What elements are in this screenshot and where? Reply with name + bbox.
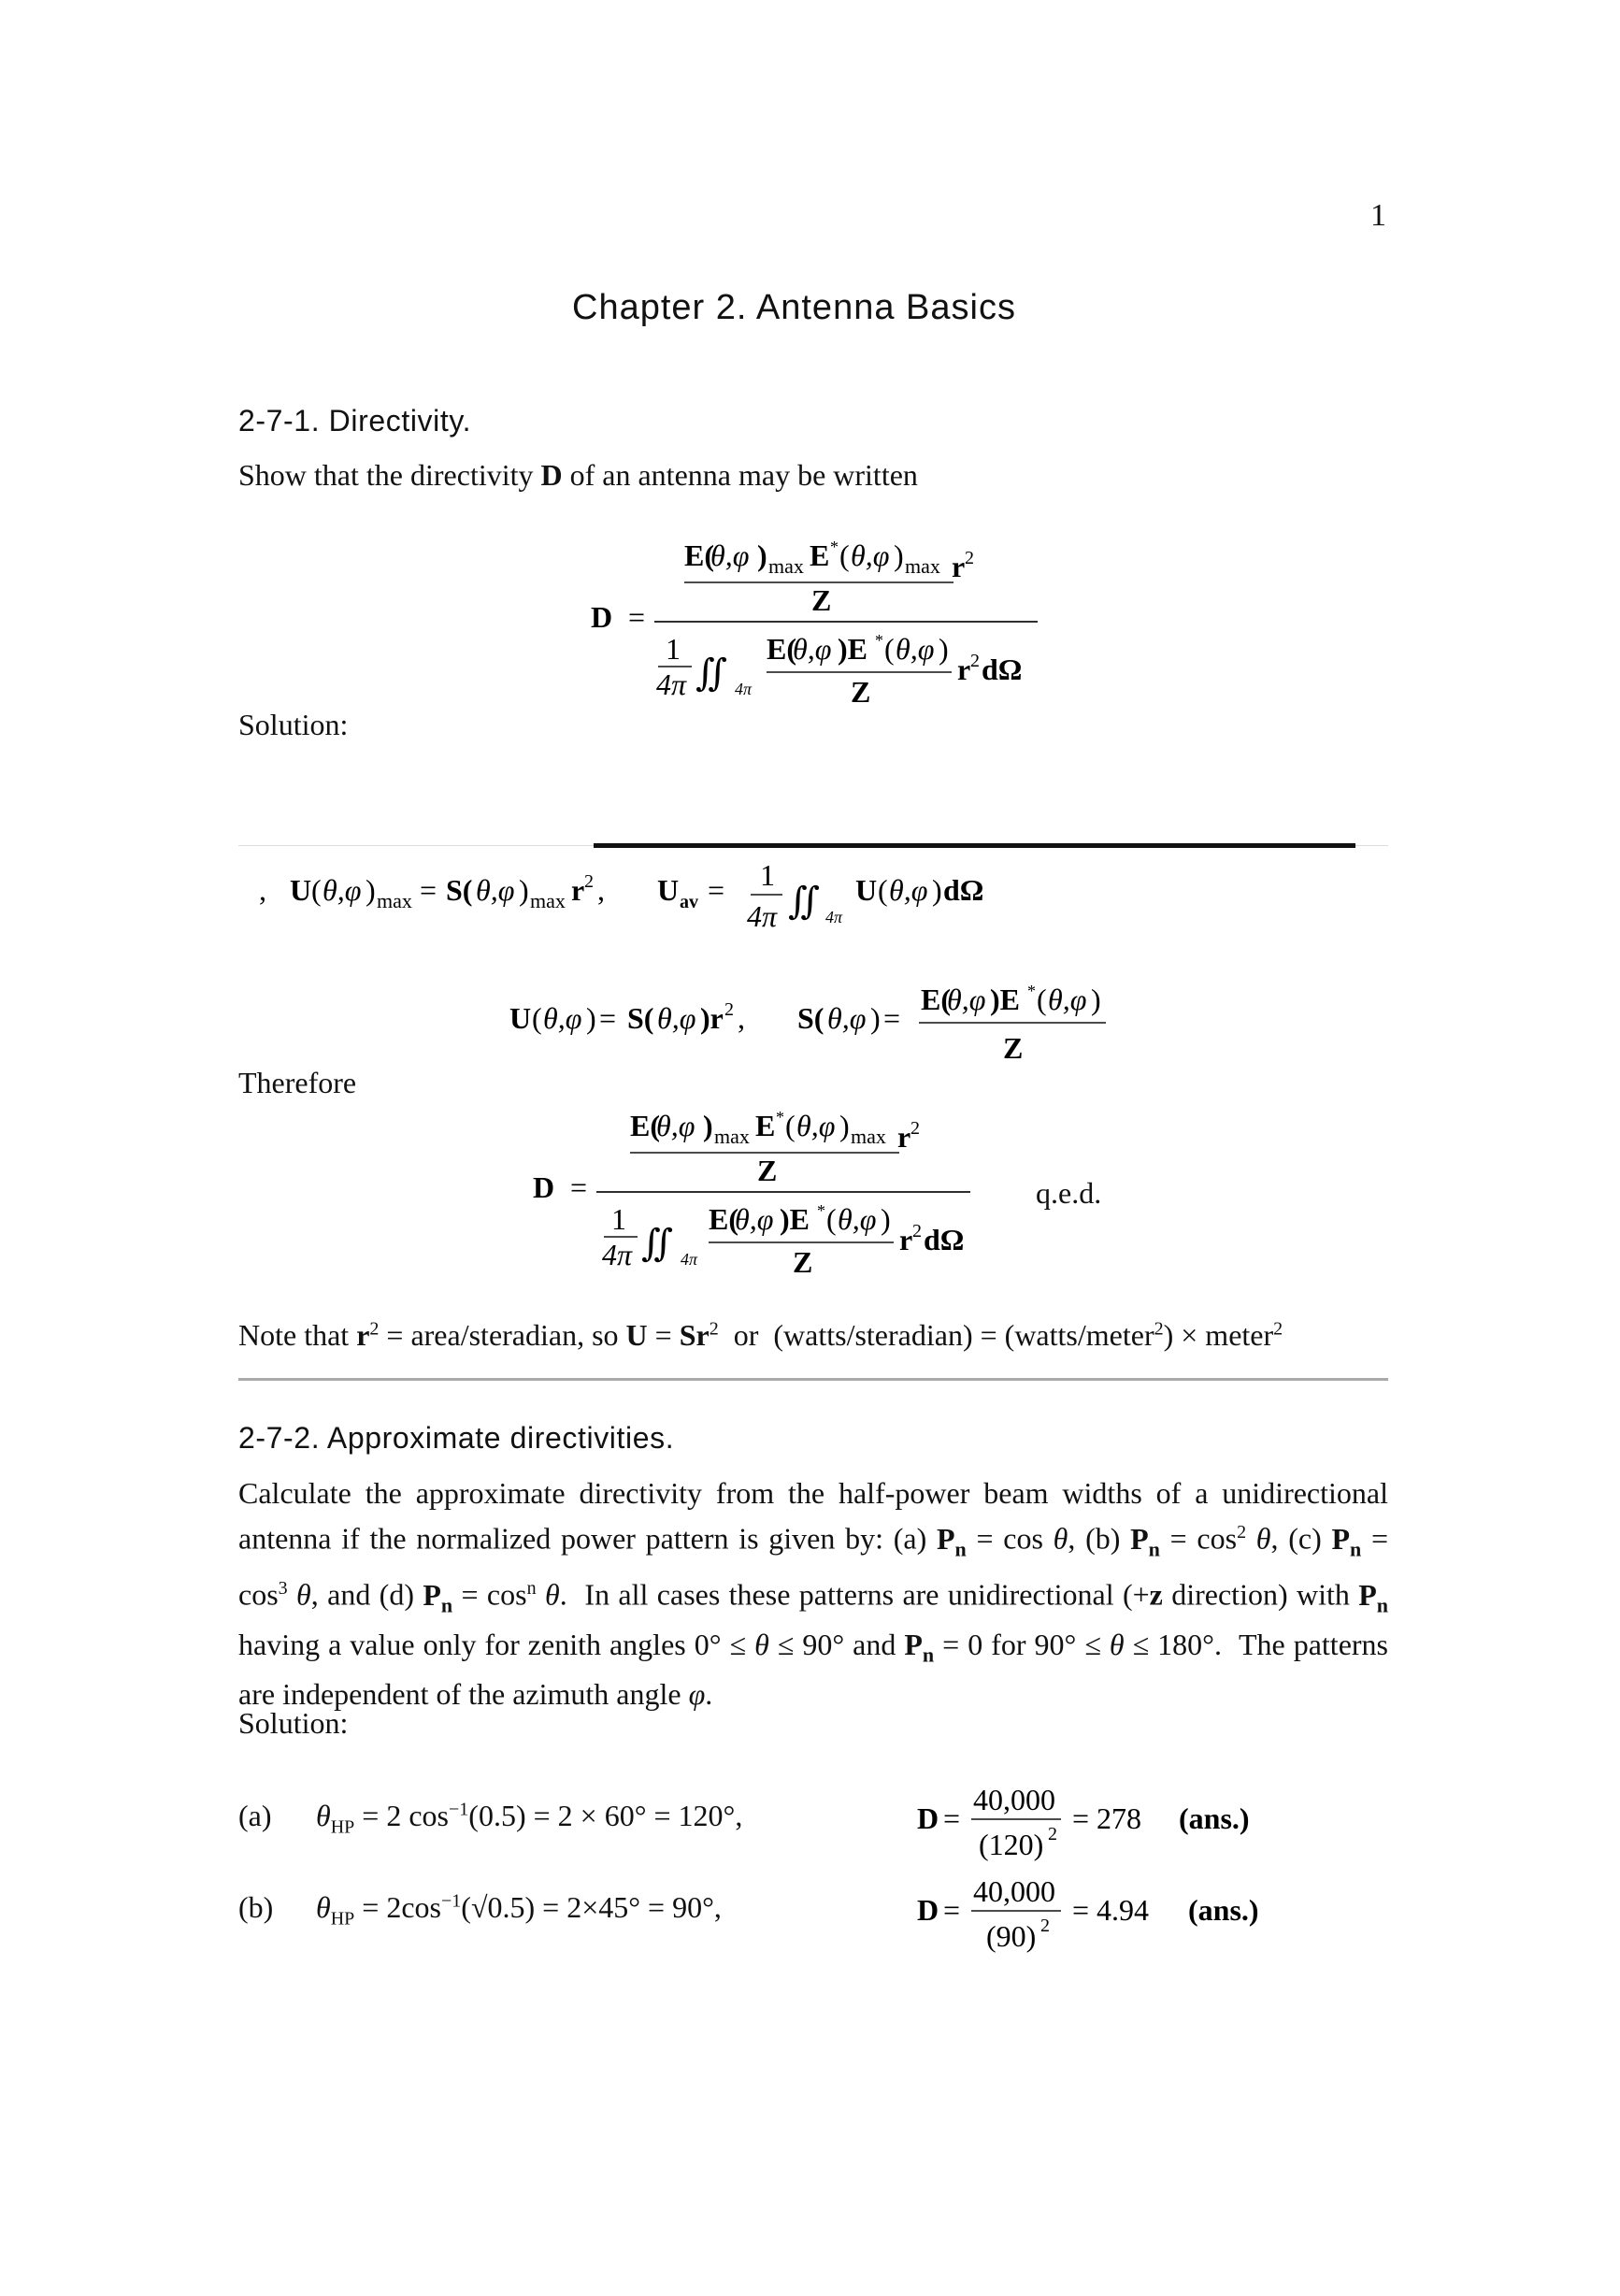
svg-text:): ) xyxy=(366,873,376,907)
svg-text:E(: E( xyxy=(630,1109,660,1142)
svg-text:=: = xyxy=(943,1801,961,1835)
svg-text:θ,φ: θ,φ xyxy=(657,1001,696,1035)
svg-text:4π: 4π xyxy=(747,899,778,933)
svg-text:*: * xyxy=(1027,982,1036,1000)
intensity-equations xyxy=(238,855,1080,949)
dark-rule xyxy=(594,843,1355,848)
svg-text:40,000: 40,000 xyxy=(973,1783,1055,1816)
svg-text:θ,φ: θ,φ xyxy=(796,1109,836,1142)
svg-text:4π: 4π xyxy=(825,908,843,926)
svg-text:Z: Z xyxy=(851,675,871,709)
svg-text:∬: ∬ xyxy=(788,880,821,922)
chapter-title: Chapter 2. Antenna Basics xyxy=(572,288,1016,327)
svg-text:E(: E( xyxy=(684,538,714,572)
svg-text:): ) xyxy=(894,538,904,572)
svg-text:S(: S( xyxy=(797,1001,824,1035)
svg-text:=: = xyxy=(943,1893,961,1927)
svg-text:)E: )E xyxy=(990,983,1020,1016)
svg-text:θ,φ: θ,φ xyxy=(896,632,935,666)
part-a-theta: $\theta_{HP} = 2$ $\cos^{-1}(0.5) = 2 \times 60^\circ = 120^\circ$, xyxy=(316,1799,743,1838)
svg-text:(: ( xyxy=(785,1109,796,1142)
svg-text:2: 2 xyxy=(912,1221,922,1241)
svg-text:θ,φ: θ,φ xyxy=(656,1109,695,1142)
svg-text:=: = xyxy=(420,873,437,907)
svg-text:θ,φ: θ,φ xyxy=(793,632,832,666)
svg-text:)E: )E xyxy=(780,1202,810,1236)
svg-text:(90): (90) xyxy=(986,1919,1037,1953)
svg-text:θ,φ: θ,φ xyxy=(1048,983,1087,1016)
svg-text:): ) xyxy=(881,1202,891,1236)
problem1-statement: Show that the directivity D of an antenna may be written xyxy=(238,458,918,492)
svg-text:=: = xyxy=(599,1001,617,1035)
svg-text:(: ( xyxy=(311,873,322,907)
svg-text:U: U xyxy=(855,873,878,907)
svg-text:θ,φ: θ,φ xyxy=(543,1001,582,1035)
svg-text:Z: Z xyxy=(811,583,832,617)
svg-text:(: ( xyxy=(532,1001,542,1035)
svg-text:1: 1 xyxy=(666,632,681,666)
svg-text:*: * xyxy=(776,1108,784,1126)
svg-text:): ) xyxy=(1091,983,1101,1016)
problem1-solution-label: Solution: xyxy=(238,708,349,741)
svg-text:=: = xyxy=(628,600,646,634)
svg-text:=: = xyxy=(883,1001,901,1035)
svg-text:U: U xyxy=(290,873,312,907)
svg-text:4π: 4π xyxy=(656,667,687,701)
svg-text:∬: ∬ xyxy=(641,1222,674,1264)
svg-text:∬: ∬ xyxy=(695,652,728,694)
svg-text:dΩ: dΩ xyxy=(943,873,984,907)
svg-text:(ans.): (ans.) xyxy=(1179,1801,1250,1835)
svg-text:θ,φ: θ,φ xyxy=(851,538,890,572)
svg-text:U: U xyxy=(657,873,680,907)
svg-text:(: ( xyxy=(884,632,895,666)
svg-text:D: D xyxy=(917,1893,939,1927)
svg-text:2: 2 xyxy=(965,548,974,568)
svg-text:S(: S( xyxy=(627,1001,654,1035)
svg-text:*: * xyxy=(875,631,883,650)
directivity-result-equation xyxy=(525,1098,1011,1285)
svg-text:)E: )E xyxy=(838,632,867,666)
section-separator xyxy=(238,1378,1388,1381)
part-b-label: (b) xyxy=(238,1890,274,1924)
therefore-label: Therefore xyxy=(238,1066,357,1099)
svg-text:): ) xyxy=(703,1109,713,1142)
svg-text:2: 2 xyxy=(910,1118,920,1139)
svg-text:(: ( xyxy=(1037,983,1047,1016)
svg-text:): ) xyxy=(839,1109,850,1142)
svg-text:r: r xyxy=(897,1120,911,1154)
svg-text:= 4.94: = 4.94 xyxy=(1072,1893,1150,1927)
svg-text:max: max xyxy=(768,554,804,578)
svg-text:θ,φ: θ,φ xyxy=(947,983,986,1016)
svg-text:Z: Z xyxy=(1003,1031,1024,1065)
problem1-heading: 2-7-1. Directivity. xyxy=(238,404,472,438)
svg-text:r: r xyxy=(899,1223,913,1256)
svg-text:max: max xyxy=(714,1125,750,1148)
part-b-directivity xyxy=(911,1866,1304,1959)
svg-text:): ) xyxy=(932,873,942,907)
svg-text:,: , xyxy=(259,873,266,907)
svg-text:(: ( xyxy=(826,1202,837,1236)
svg-text:θ,φ: θ,φ xyxy=(838,1202,877,1236)
svg-text:1: 1 xyxy=(760,858,775,892)
problem2-statement: Calculate the approximate directivity from the half-power beam widths of a unidirectional antenna if the normalized power pattern is given by: (a) $P_n = \cos \theta$, (b) $P_n = \cos^2 \theta$, (c) $P_n = \cos^3 \theta$, and (d) $P_n = \cos^n \theta$. In all cases these patterns are unidirectional (+z direction) with $P_n$ having a value only for zenith angles 0° ≤ θ ≤ 90° and $P_n = 0$ for 90° ≤ θ ≤ 180°. The patterns are independent of the azimuth angle φ. xyxy=(238,1476,1389,1712)
svg-text:2: 2 xyxy=(724,999,734,1020)
svg-text:max: max xyxy=(377,889,412,912)
svg-text:Z: Z xyxy=(757,1154,778,1187)
part-a-directivity xyxy=(911,1776,1304,1870)
svg-text:1: 1 xyxy=(611,1202,626,1236)
svg-text:θ,φ: θ,φ xyxy=(710,538,750,572)
svg-text:D: D xyxy=(917,1801,939,1835)
svg-text:E(: E( xyxy=(709,1202,738,1236)
svg-text:2: 2 xyxy=(1048,1824,1057,1844)
svg-text:r: r xyxy=(952,550,966,583)
svg-text:max: max xyxy=(530,889,566,912)
svg-text:=: = xyxy=(570,1170,588,1204)
problem2-heading: 2-7-2. Approximate directivities. xyxy=(238,1421,675,1455)
svg-text:Z: Z xyxy=(793,1245,813,1279)
svg-text:2: 2 xyxy=(1040,1916,1050,1936)
svg-text:,: , xyxy=(597,873,605,907)
svg-text:): ) xyxy=(870,1001,881,1035)
svg-text:θ,φ: θ,φ xyxy=(827,1001,867,1035)
svg-text:(ans.): (ans.) xyxy=(1188,1893,1259,1927)
qed-label: q.e.d. xyxy=(1036,1176,1102,1210)
page-number: 1 xyxy=(1370,198,1386,233)
svg-text:=: = xyxy=(708,873,725,907)
svg-text:4π: 4π xyxy=(681,1250,698,1269)
svg-text:D: D xyxy=(533,1170,555,1204)
svg-text:θ,φ: θ,φ xyxy=(476,873,515,907)
svg-text:(: ( xyxy=(839,538,850,572)
svg-text:E: E xyxy=(810,538,830,572)
svg-text:E(: E( xyxy=(921,983,951,1016)
units-note: Note that $r^2$ = area/steradian, so $U = Sr^2$ or (watts/steradian) = (watts/meter$^2$) × meter$^2$ xyxy=(238,1318,1283,1352)
svg-text:4π: 4π xyxy=(602,1238,633,1271)
svg-text:av: av xyxy=(680,892,698,912)
svg-text:(: ( xyxy=(878,873,888,907)
svg-text:): ) xyxy=(586,1001,596,1035)
svg-text:max: max xyxy=(851,1125,886,1148)
svg-text:dΩ: dΩ xyxy=(924,1223,965,1256)
svg-text:S(: S( xyxy=(446,873,473,907)
svg-text:E(: E( xyxy=(767,632,796,666)
svg-text:2: 2 xyxy=(584,871,594,892)
svg-text:D: D xyxy=(591,600,613,634)
svg-text:): ) xyxy=(939,632,949,666)
svg-text:): ) xyxy=(757,538,767,572)
svg-text:θ,φ: θ,φ xyxy=(735,1202,774,1236)
directivity-equation xyxy=(580,528,1066,715)
svg-text:dΩ: dΩ xyxy=(982,653,1023,686)
svg-text:2: 2 xyxy=(970,651,980,671)
part-b-theta: $\theta_{HP} = 2\cos^{-1}(√0.5) = 2\times 45^\circ = 90^\circ$, xyxy=(316,1890,722,1930)
svg-text:θ,φ: θ,φ xyxy=(323,873,362,907)
svg-text:,: , xyxy=(738,1001,745,1035)
svg-text:r: r xyxy=(957,653,971,686)
problem2-solution-label: Solution: xyxy=(238,1706,349,1740)
svg-text:40,000: 40,000 xyxy=(973,1874,1055,1908)
svg-text:θ,φ: θ,φ xyxy=(889,873,928,907)
svg-text:r: r xyxy=(571,873,585,907)
svg-text:E: E xyxy=(755,1109,776,1142)
svg-text:)r: )r xyxy=(700,1001,724,1035)
svg-text:U: U xyxy=(509,1001,532,1035)
svg-text:): ) xyxy=(519,873,529,907)
part-a-label: (a) xyxy=(238,1799,272,1832)
svg-text:*: * xyxy=(830,538,839,556)
svg-text:= 278: = 278 xyxy=(1072,1801,1142,1835)
svg-text:(120): (120) xyxy=(979,1828,1044,1861)
svg-text:max: max xyxy=(905,554,940,578)
svg-text:4π: 4π xyxy=(735,680,753,698)
power-density-equations xyxy=(500,972,1136,1075)
svg-text:*: * xyxy=(817,1201,825,1220)
